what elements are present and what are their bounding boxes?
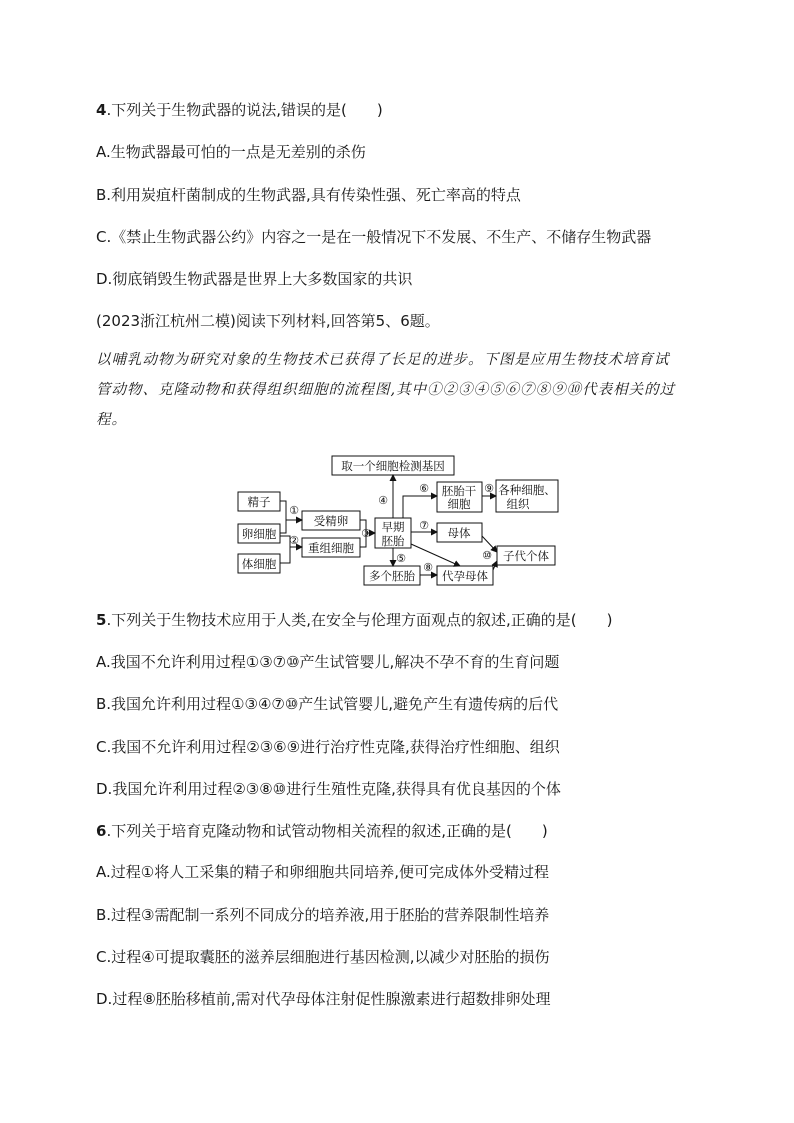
- step-4: ④: [378, 494, 388, 507]
- label-embryo-1: 早期: [381, 520, 405, 534]
- step-6: ⑥: [419, 482, 429, 495]
- label-zygote: 受精卵: [313, 514, 349, 528]
- label-egg: 卵细胞: [241, 527, 277, 541]
- q4-option-d: D.彻底销毁生物武器是世界上大多数国家的共识: [96, 270, 413, 288]
- step-2: ②: [289, 534, 299, 547]
- q6-option-c: C.过程④可提取囊胚的滋养层细胞进行基因检测,以减少对胚胎的损伤: [96, 948, 550, 966]
- q6-number: 6: [96, 822, 107, 840]
- step-7: ⑦: [419, 519, 429, 532]
- step-10: ⑩: [482, 549, 492, 562]
- q6-option-d: D.过程⑧胚胎移植前,需对代孕母体注射促性腺激素进行超数排卵处理: [96, 990, 551, 1008]
- label-es-2: 细胞: [447, 497, 471, 511]
- q4-option-b: B.利用炭疽杆菌制成的生物武器,具有传染性强、死亡率高的特点: [96, 186, 521, 204]
- material-text-line-2: 管动物、克隆动物和获得组织细胞的流程图,其中①②③④⑤⑥⑦⑧⑨⑩代表相关的过: [96, 382, 676, 398]
- label-detect: 取一个细胞检测基因: [341, 459, 445, 473]
- label-tissue-2: 组织: [506, 497, 530, 511]
- q5-option-b: B.我国允许利用过程①③④⑦⑩产生试管婴儿,避免产生有遗传病的后代: [96, 695, 559, 713]
- label-surrogate: 代孕母体: [442, 569, 488, 583]
- material-text-line-3: 程。: [96, 412, 127, 428]
- step-1: ①: [289, 504, 299, 517]
- label-tissue-1: 各种细胞、: [498, 483, 556, 497]
- label-mother: 母体: [447, 526, 471, 540]
- q5-number: 5: [96, 611, 107, 629]
- step-8: ⑧: [423, 561, 433, 574]
- q4-number: 4: [96, 101, 107, 119]
- q5-option-c: C.我国不允许利用过程②③⑥⑨进行治疗性克隆,获得治疗性细胞、组织: [96, 738, 560, 756]
- material-text-line-1: 以哺乳动物为研究对象的生物技术已获得了长足的进步。下图是应用生物技术培育试: [96, 352, 670, 368]
- label-sperm: 精子: [247, 495, 271, 509]
- label-recon: 重组细胞: [308, 541, 354, 555]
- label-offspring: 子代个体: [503, 549, 549, 563]
- label-embryo-2: 胚胎: [381, 534, 405, 548]
- q6-stem: [96, 821, 548, 841]
- q4-stem-text: .下列关于生物武器的说法,错误的是( ): [106, 101, 383, 119]
- q5-stem-text: .下列关于生物技术应用于人类,在安全与伦理方面观点的叙述,正确的是( ): [106, 611, 613, 629]
- label-somatic: 体细胞: [241, 557, 277, 571]
- step-9: ⑨: [484, 482, 494, 495]
- q6-stem-text: .下列关于培育克隆动物和试管动物相关流程的叙述,正确的是( ): [106, 822, 548, 840]
- q6-option-b: B.过程③需配制一系列不同成分的培养液,用于胚胎的营养限制性培养: [96, 906, 550, 924]
- q5-stem: [96, 610, 612, 630]
- q5-option-d: D.我国允许利用过程②③⑧⑩进行生殖性克隆,获得具有优良基因的个体: [96, 780, 561, 798]
- step-5: ⑤: [396, 552, 406, 565]
- material-intro: (2023浙江杭州二模)阅读下列材料,回答第5、6题。: [96, 312, 440, 330]
- q5-option-a: A.我国不允许利用过程①③⑦⑩产生试管婴儿,解决不孕不育的生育问题: [96, 653, 560, 671]
- step-3: ③: [361, 527, 371, 540]
- q4-option-a: A.生物武器最可怕的一点是无差别的杀伤: [96, 143, 366, 161]
- q4-option-c: C.《禁止生物武器公约》内容之一是在一般情况下不发展、不生产、不储存生物武器: [96, 228, 652, 246]
- label-es-1: 胚胎干: [441, 484, 477, 498]
- label-multi: 多个胚胎: [369, 569, 415, 583]
- q6-option-a: A.过程①将人工采集的精子和卵细胞共同培养,便可完成体外受精过程: [96, 863, 549, 881]
